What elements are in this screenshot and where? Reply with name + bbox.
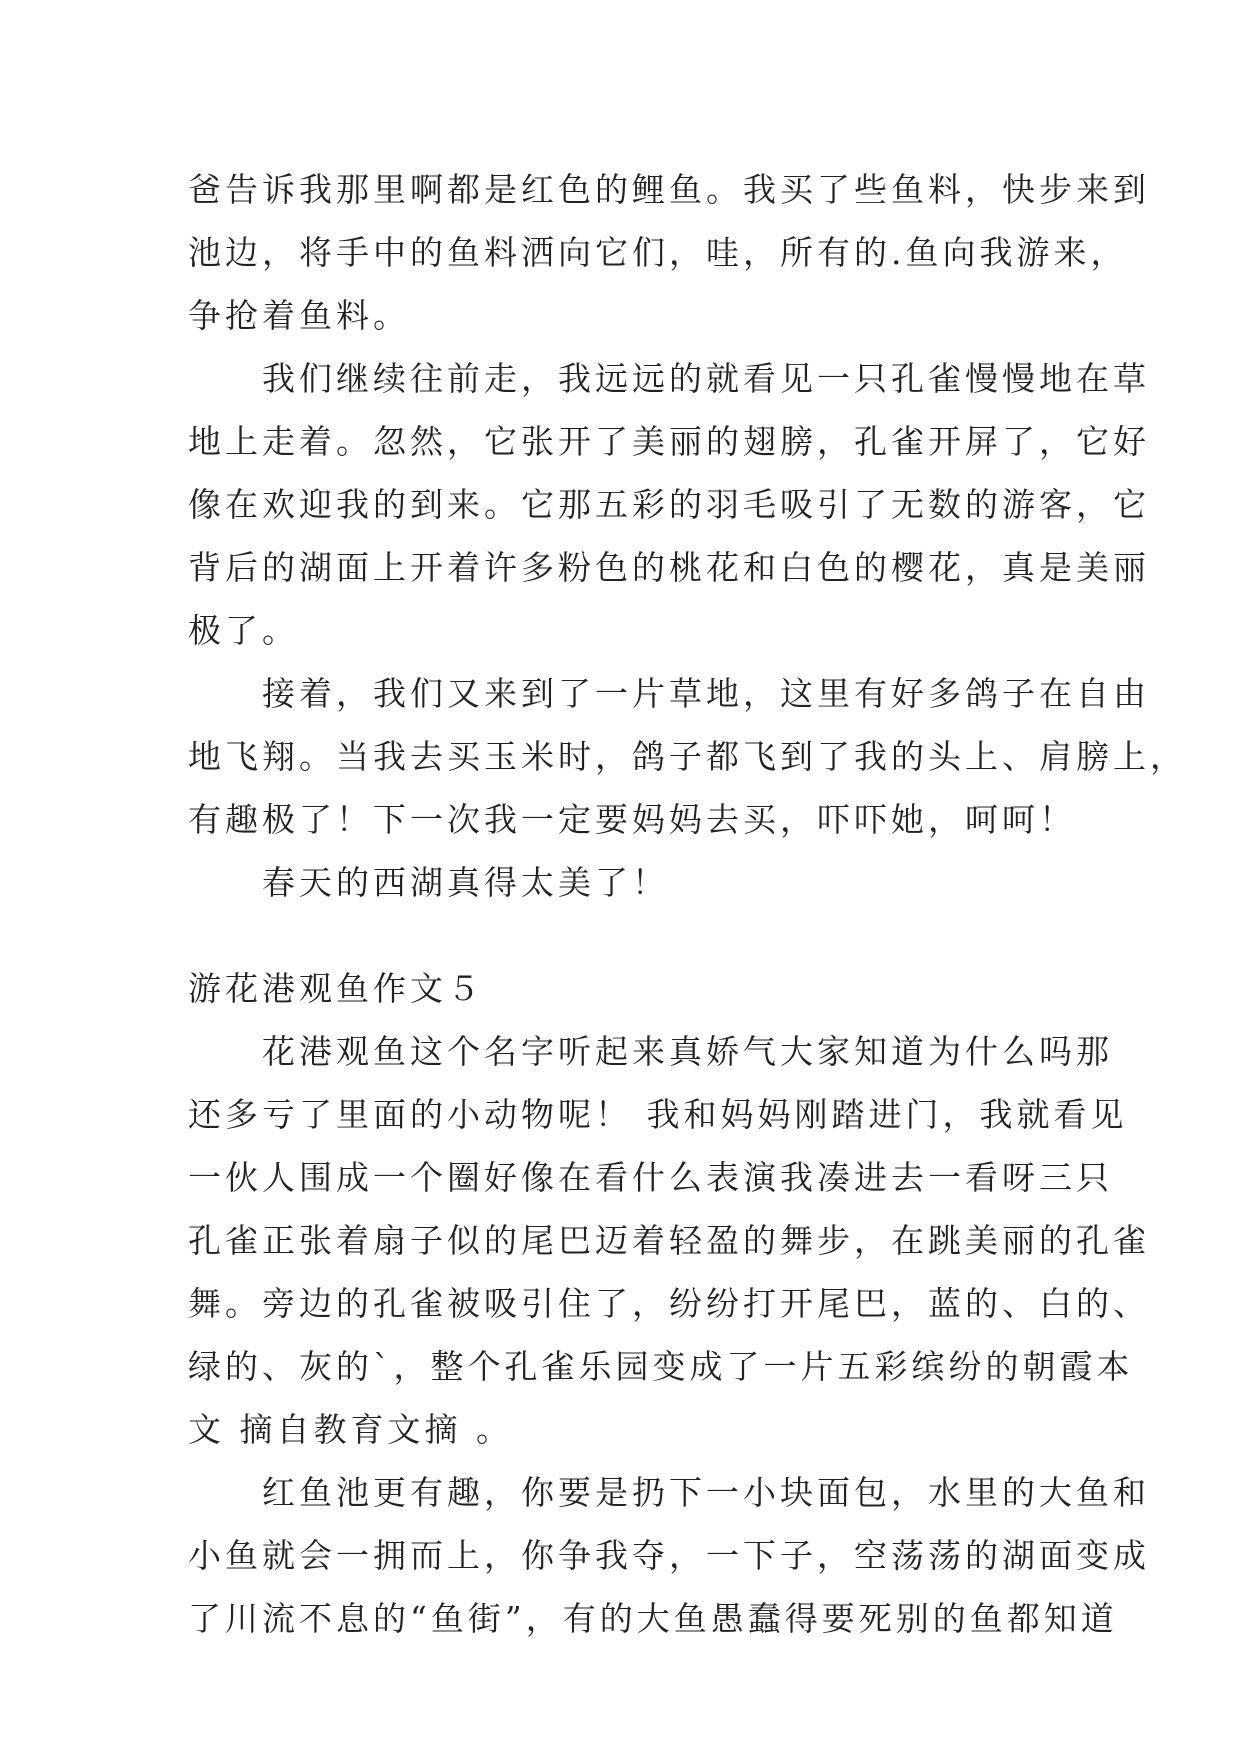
text-line: 孔雀正张着扇子似的尾巴迈着轻盈的舞步，在跳美丽的孔雀	[188, 1221, 1150, 1260]
paragraph-3	[188, 662, 1187, 851]
document-body	[188, 158, 1187, 1650]
section-1	[188, 158, 1187, 914]
text-line: 了川流不息的“鱼街”，有的大鱼愚蠢得要死别的鱼都知道	[188, 1599, 1118, 1638]
text-line: 地飞翔。当我去买玉米时，鸽子都飞到了我的头上、肩膀上，	[188, 737, 1187, 776]
text-line: 文 摘自教育文摘 。	[188, 1410, 513, 1449]
text-line: 绿的、灰的`，整个孔雀乐园变成了一片五彩缤纷的朝霞本	[188, 1347, 1134, 1386]
paragraph-4	[188, 851, 1058, 914]
text-line: 地上走着。忽然，它张开了美丽的翅膀，孔雀开屏了，它好	[188, 422, 1150, 461]
text-line: 舞。旁边的孔雀被吸引住了，纷纷打开尾巴，蓝的、白的、	[188, 1284, 1150, 1323]
text-line: 争抢着鱼料。	[188, 296, 410, 335]
section-heading: 游花港观鱼作文５	[188, 969, 484, 1008]
text-line: 一伙人围成一个圈好像在看什么表演我凑进去一看呀三只	[188, 1158, 1113, 1197]
paragraph-2	[188, 347, 1150, 662]
text-line: 小鱼就会一拥而上，你争我夺，一下子，空荡荡的湖面变成	[188, 1536, 1150, 1575]
text-line: 春天的西湖真得太美了！	[188, 863, 669, 902]
text-line: 背后的湖面上开着许多粉色的桃花和白色的樱花，真是美丽	[188, 548, 1150, 587]
text-line: 池边，将手中的鱼料洒向它们，哇，所有的.鱼向我游来，	[188, 233, 1128, 272]
text-line: 我们继续往前走，我远远的就看见一只孔雀慢慢地在草	[188, 359, 1150, 398]
text-line: 红鱼池更有趣，你要是扔下一小块面包，水里的大鱼和	[188, 1473, 1150, 1512]
section-gap	[188, 914, 1058, 957]
paragraph-6	[188, 1461, 1150, 1650]
text-line: 极了。	[188, 611, 299, 650]
text-line: 爸告诉我那里啊都是红色的鲤鱼。我买了些鱼料，快步来到	[188, 170, 1150, 209]
text-line: 花港观鱼这个名字听起来真娇气大家知道为什么吗那	[188, 1032, 1113, 1071]
paragraph-5	[188, 1020, 1150, 1461]
section-2	[188, 957, 1150, 1650]
paragraph-1	[188, 158, 1150, 347]
text-line: 还多亏了里面的小动物呢！ 我和妈妈刚踏进门，我就看见	[188, 1095, 1128, 1134]
text-line: 接着，我们又来到了一片草地，这里有好多鸽子在自由	[188, 674, 1150, 713]
text-line: 有趣极了！下一次我一定要妈妈去买，吓吓她，呵呵！	[188, 800, 1076, 839]
text-line: 像在欢迎我的到来。它那五彩的羽毛吸引了无数的游客，它	[188, 485, 1150, 524]
